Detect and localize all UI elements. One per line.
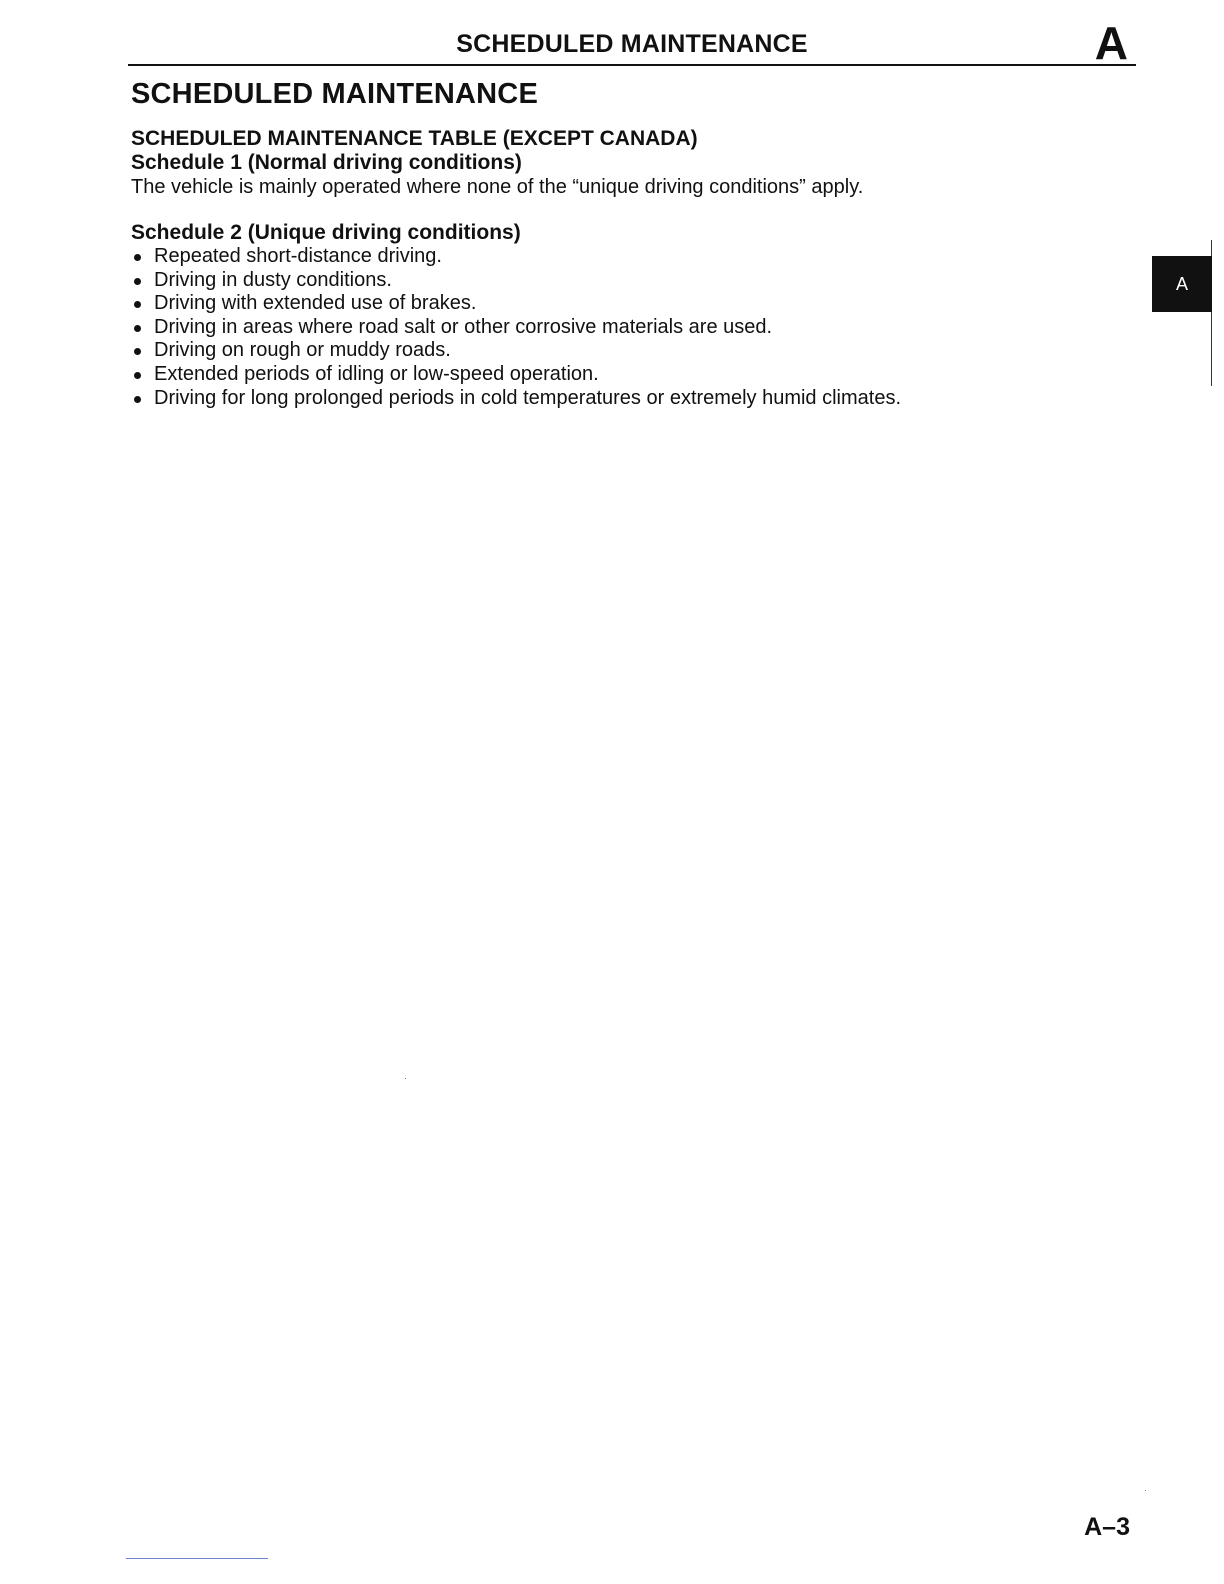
main-content <box>131 78 1091 410</box>
list-item: Driving for long prolonged periods in cold temperatures or extremely humid climates. <box>131 387 1091 411</box>
scan-speck <box>1145 1490 1146 1491</box>
list-item: Driving on rough or muddy roads. <box>131 339 1091 363</box>
section-letter: A <box>1094 17 1128 69</box>
list-item: Driving in areas where road salt or other corrosive materials are used. <box>131 316 1091 340</box>
list-item: Driving in dusty conditions. <box>131 269 1091 293</box>
list-item: Repeated short-distance driving. <box>131 245 1091 269</box>
bottom-edge-mark <box>126 1558 268 1559</box>
schedule-1-section <box>131 151 1091 199</box>
schedule-2-heading: Schedule 2 (Unique driving conditions) <box>131 221 521 244</box>
schedule-2-section <box>131 221 1091 410</box>
list-item: Extended periods of idling or low-speed operation. <box>131 363 1091 387</box>
page-title: SCHEDULED MAINTENANCE <box>131 78 538 110</box>
page-number: A–3 <box>1084 1513 1130 1541</box>
unique-conditions-list <box>131 245 1091 410</box>
scan-speck <box>405 1078 406 1079</box>
list-item: Driving with extended use of brakes. <box>131 292 1091 316</box>
schedule-1-heading: Schedule 1 (Normal driving conditions) <box>131 151 522 174</box>
side-tab-label: A <box>1175 273 1188 294</box>
section-side-tab <box>1152 256 1212 312</box>
running-title: SCHEDULED MAINTENANCE <box>456 30 808 58</box>
table-title: SCHEDULED MAINTENANCE TABLE (EXCEPT CANADA) <box>131 127 698 150</box>
running-header <box>128 17 1136 69</box>
schedule-1-description: The vehicle is mainly operated where none of the “unique driving conditions” apply. <box>131 176 864 198</box>
